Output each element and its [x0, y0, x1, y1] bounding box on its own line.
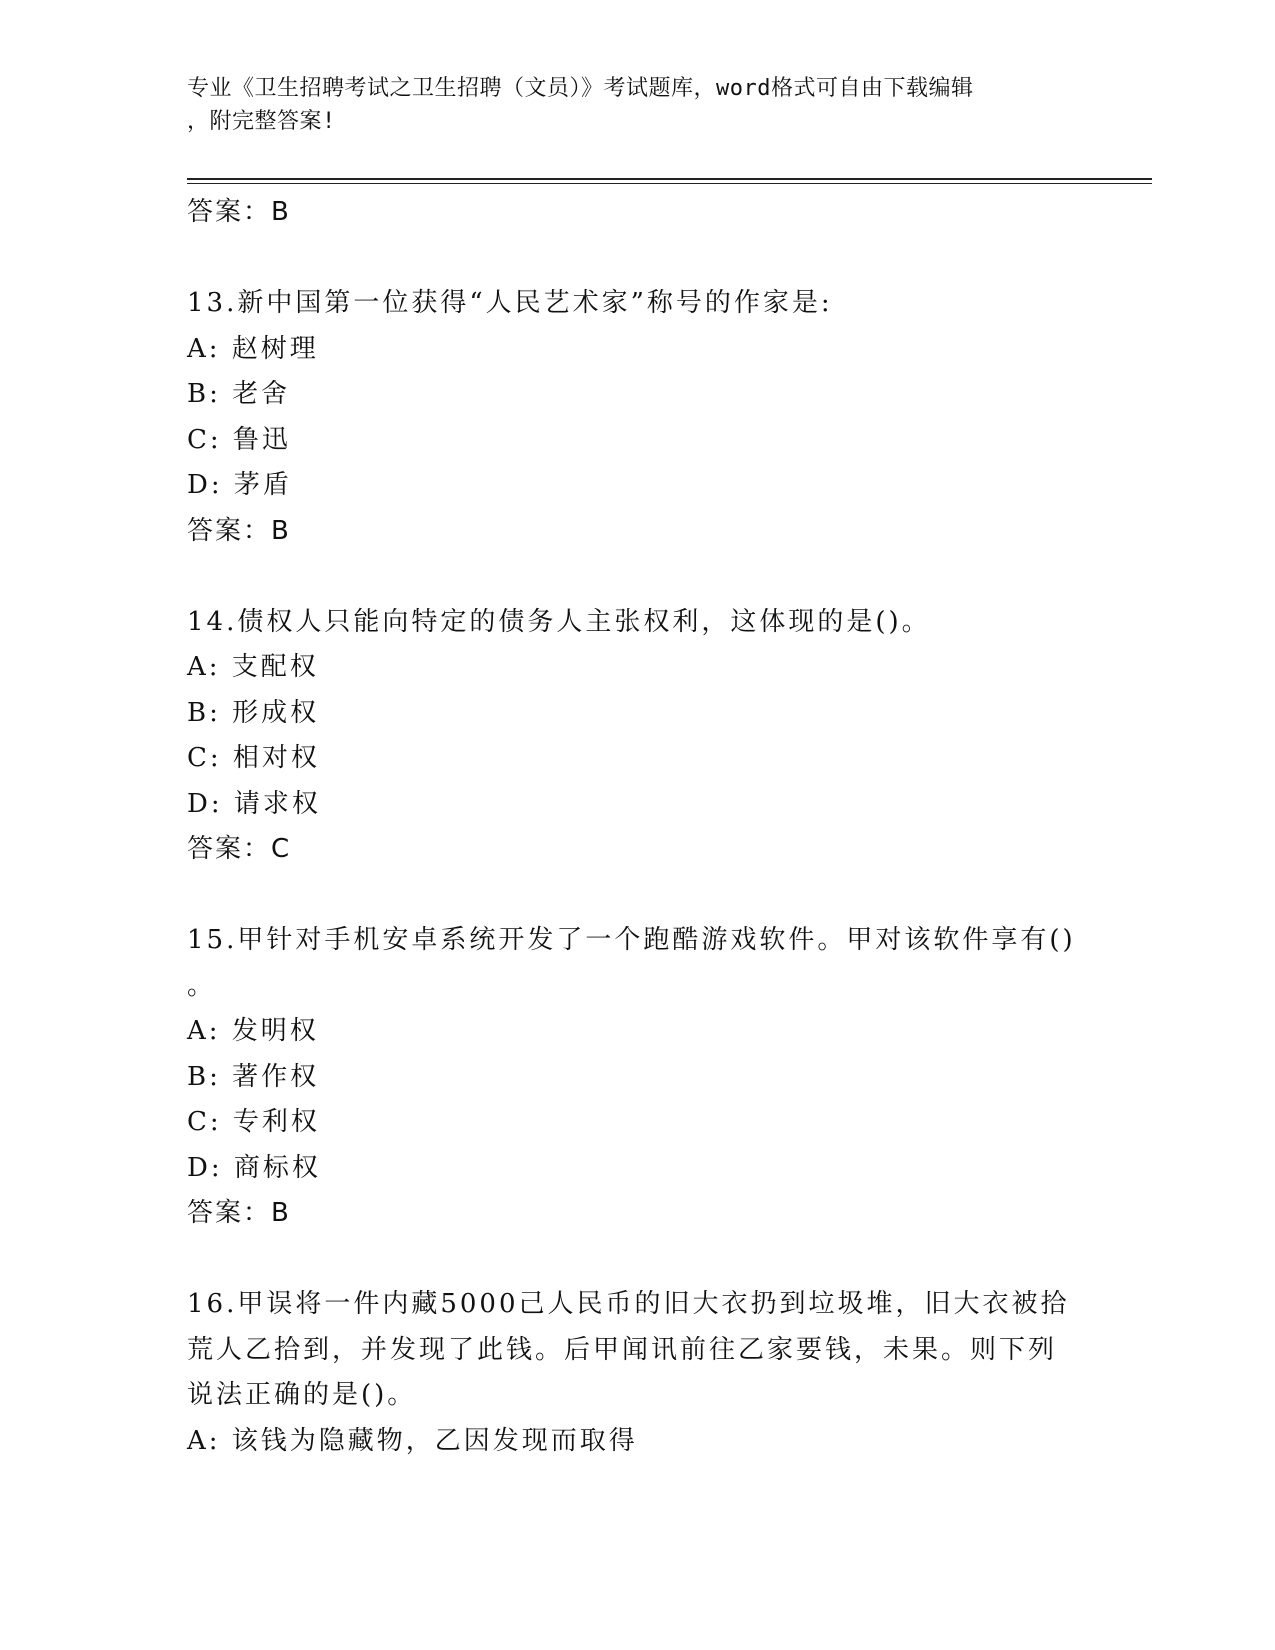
spacer: [187, 1237, 1087, 1283]
option-c: C: 鲁迅: [187, 424, 291, 455]
option-d: D: 茅盾: [187, 470, 292, 500]
question-16: [187, 1282, 1087, 1464]
spacer: [187, 236, 1087, 282]
option-a: A: 该钱为隐藏物，乙因发现而取得: [187, 1425, 638, 1456]
question-stem: 15.甲针对手机安卓系统开发了一个跑酷游戏软件。甲对该软件享有(): [187, 925, 1076, 955]
option-a: A: 赵树理: [187, 333, 319, 364]
option-b: B: 形成权: [187, 697, 320, 728]
header-divider: [187, 178, 1152, 184]
question-stem: 13.新中国第一位获得“人民艺术家”称号的作家是:: [187, 288, 833, 318]
answer: 答案：B: [187, 515, 291, 546]
option-d: D: 请求权: [187, 788, 321, 819]
question-stem-cont: 荒人乙拾到，并发现了此钱。后甲闻讯前往乙家要钱，未果。则下列: [187, 1334, 1058, 1365]
spacer: [187, 873, 1087, 919]
header-line-1: 专业《卫生招聘考试之卫生招聘（文员）》考试题库，word格式可自由下载编辑: [187, 76, 974, 101]
option-a: A: 发明权: [187, 1016, 319, 1046]
option-c: C: 相对权: [187, 743, 320, 773]
document-body: [187, 190, 1087, 1464]
option-b: B: 老舍: [187, 379, 291, 409]
question-stem: 16.甲误将一件内藏5000己人民币的旧大衣扔到垃圾堆，旧大衣被拾: [187, 1289, 1070, 1319]
question-13: [187, 281, 1087, 554]
previous-answer: 答案：B: [187, 197, 291, 227]
answer: 答案：B: [187, 1198, 291, 1228]
option-d: D: 商标权: [187, 1152, 321, 1183]
option-a: A: 支配权: [187, 652, 319, 682]
header-line-2: ，附完整答案!: [187, 109, 336, 134]
question-14: [187, 600, 1087, 873]
question-stem-cont: 说法正确的是()。: [187, 1380, 417, 1410]
answer: 答案：C: [187, 834, 292, 864]
option-b: B: 著作权: [187, 1061, 320, 1092]
question-stem: 14.债权人只能向特定的债务人主张权利，这体现的是()。: [187, 606, 931, 637]
question-15: [187, 918, 1087, 1237]
page-header: [187, 72, 1067, 138]
spacer: [187, 554, 1087, 600]
option-c: C: 专利权: [187, 1107, 320, 1137]
question-stem-cont: 。: [187, 970, 217, 1001]
